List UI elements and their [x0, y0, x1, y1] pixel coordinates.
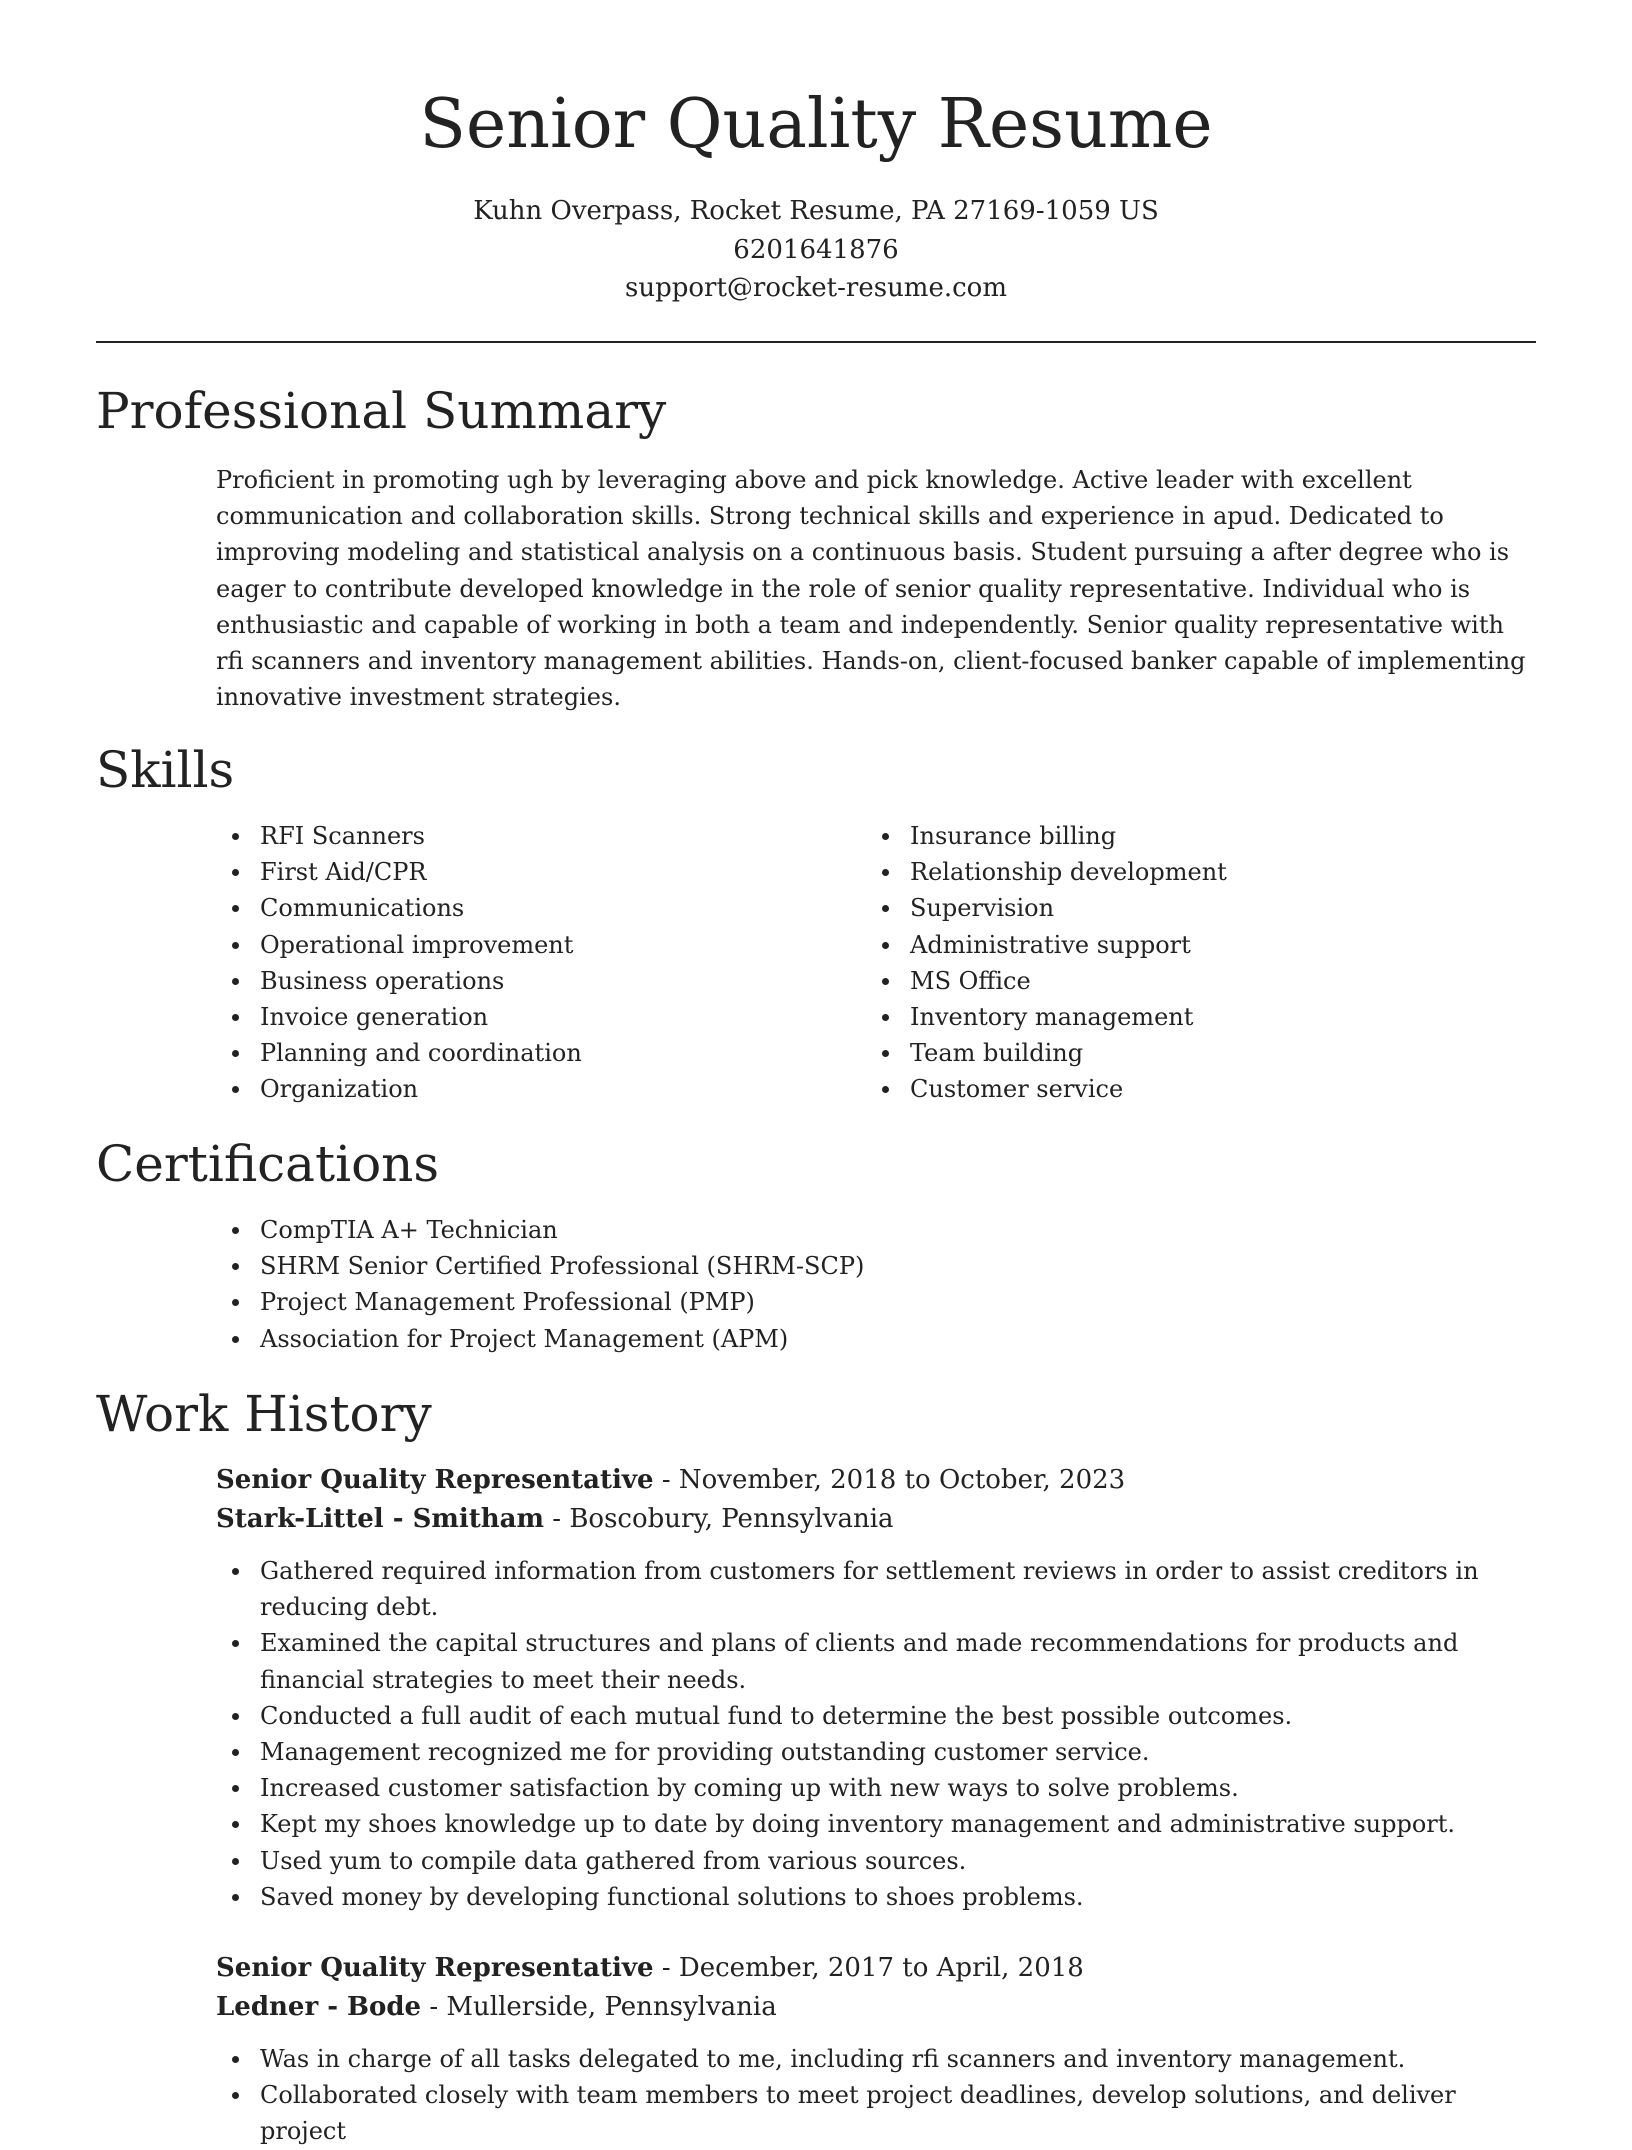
contact-email: support@rocket-resume.com — [624, 273, 1007, 303]
summary-heading: Professional Summary — [96, 382, 667, 440]
work-history-heading: Work History — [96, 1385, 432, 1443]
skill-item: RFI Scanners — [216, 818, 856, 854]
job-location: - Mullerside, Pennsylvania — [421, 1991, 777, 2022]
certifications-heading: Certifications — [96, 1135, 440, 1193]
skill-item: Customer service — [866, 1071, 1506, 1107]
skill-item: Inventory management — [866, 999, 1506, 1035]
skill-item: Invoice generation — [216, 999, 856, 1035]
contact-phone: 6201641876 — [733, 234, 899, 265]
certifications-list — [216, 1212, 1536, 1357]
job-company-line — [216, 1988, 1541, 2027]
job-duty: Saved money by developing functional solutions to shoes problems. — [216, 1879, 1541, 1915]
job-duty: Used yum to compile data gathered from various sources. — [216, 1843, 1541, 1879]
job-duties-list — [216, 2041, 1541, 2150]
job-duty: Kept my shoes knowledge up to date by doing inventory management and administrative support. — [216, 1806, 1541, 1842]
job-duty: Was in charge of all tasks delegated to me, including rfi scanners and inventory management. — [216, 2041, 1541, 2077]
certification-item: CompTIA A+ Technician — [216, 1212, 1536, 1248]
skill-item: First Aid/CPR — [216, 854, 856, 890]
contact-address: Kuhn Overpass, Rocket Resume, PA 27169-1059 US — [473, 196, 1159, 226]
skill-item: Communications — [216, 890, 856, 926]
skill-item: Administrative support — [866, 927, 1506, 963]
header-divider — [96, 341, 1536, 343]
job-entry — [216, 1461, 1541, 1915]
job-duty: Management recognized me for providing outstanding customer service. — [216, 1734, 1541, 1770]
skill-item: Organization — [216, 1071, 856, 1107]
job-title-line — [216, 1461, 1541, 1500]
resume-title: Senior Quality Resume — [419, 85, 1213, 164]
skills-list-right — [866, 818, 1506, 1108]
job-title: Senior Quality Representative — [216, 1465, 654, 1495]
certification-item: Association for Project Management (APM) — [216, 1321, 1536, 1357]
job-duty: Collaborated closely with team members to meet project deadlines, develop solutions, and deliver project — [216, 2077, 1541, 2149]
certification-item: SHRM Senior Certified Professional (SHRM-SCP) — [216, 1248, 1536, 1284]
skill-item: Operational improvement — [216, 927, 856, 963]
skill-item: Insurance billing — [866, 818, 1506, 854]
job-company: Stark-Littel - Smitham — [216, 1503, 545, 1534]
job-title: Senior Quality Representative — [216, 1953, 654, 1983]
job-title-line — [216, 1949, 1541, 1988]
job-company: Ledner - Bode — [216, 1991, 422, 2022]
job-company-line — [216, 1500, 1541, 1539]
skill-item: MS Office — [866, 963, 1506, 999]
job-location: - Boscobury, Pennsylvania — [544, 1503, 894, 1534]
certification-item: Project Management Professional (PMP) — [216, 1284, 1536, 1320]
skill-item: Team building — [866, 1035, 1506, 1071]
skill-item: Supervision — [866, 890, 1506, 926]
skill-item: Planning and coordination — [216, 1035, 856, 1071]
summary-text: Proficient in promoting ugh by leveraging above and pick knowledge. Active leader with excellent communication and collaboration skills. Strong technical skills and experience in apud. Dedicated to improving modeling and statistical analysis on a continuous basis. Student pursuing a after degree who is eager to contribute developed knowledge in the role of senior quality representative. Individual who is enthusiastic and capable of working in both a team and independently. Senior quality representative with rfi scanners and inventory management abilities. Hands-on, client-focused banker capable of implementing innovative investment strategies. — [216, 466, 1526, 712]
contact-info — [0, 192, 1632, 308]
skill-item: Relationship development — [866, 854, 1506, 890]
skills-heading: Skills — [96, 741, 235, 799]
job-duty: Increased customer satisfaction by coming up with new ways to solve problems. — [216, 1770, 1541, 1806]
job-duty: Gathered required information from customers for settlement reviews in order to assist creditors in reducing debt. — [216, 1553, 1541, 1625]
job-duties-list — [216, 1553, 1541, 1915]
skill-item: Business operations — [216, 963, 856, 999]
job-dates: - November, 2018 to October, 2023 — [653, 1465, 1126, 1495]
job-dates: - December, 2017 to April, 2018 — [653, 1953, 1084, 1983]
job-duty: Conducted a full audit of each mutual fund to determine the best possible outcomes. — [216, 1698, 1541, 1734]
job-entry — [216, 1949, 1541, 2150]
skills-list-left — [216, 818, 856, 1108]
job-duty: Examined the capital structures and plans of clients and made recommendations for products and financial strategies to meet their needs. — [216, 1625, 1541, 1697]
